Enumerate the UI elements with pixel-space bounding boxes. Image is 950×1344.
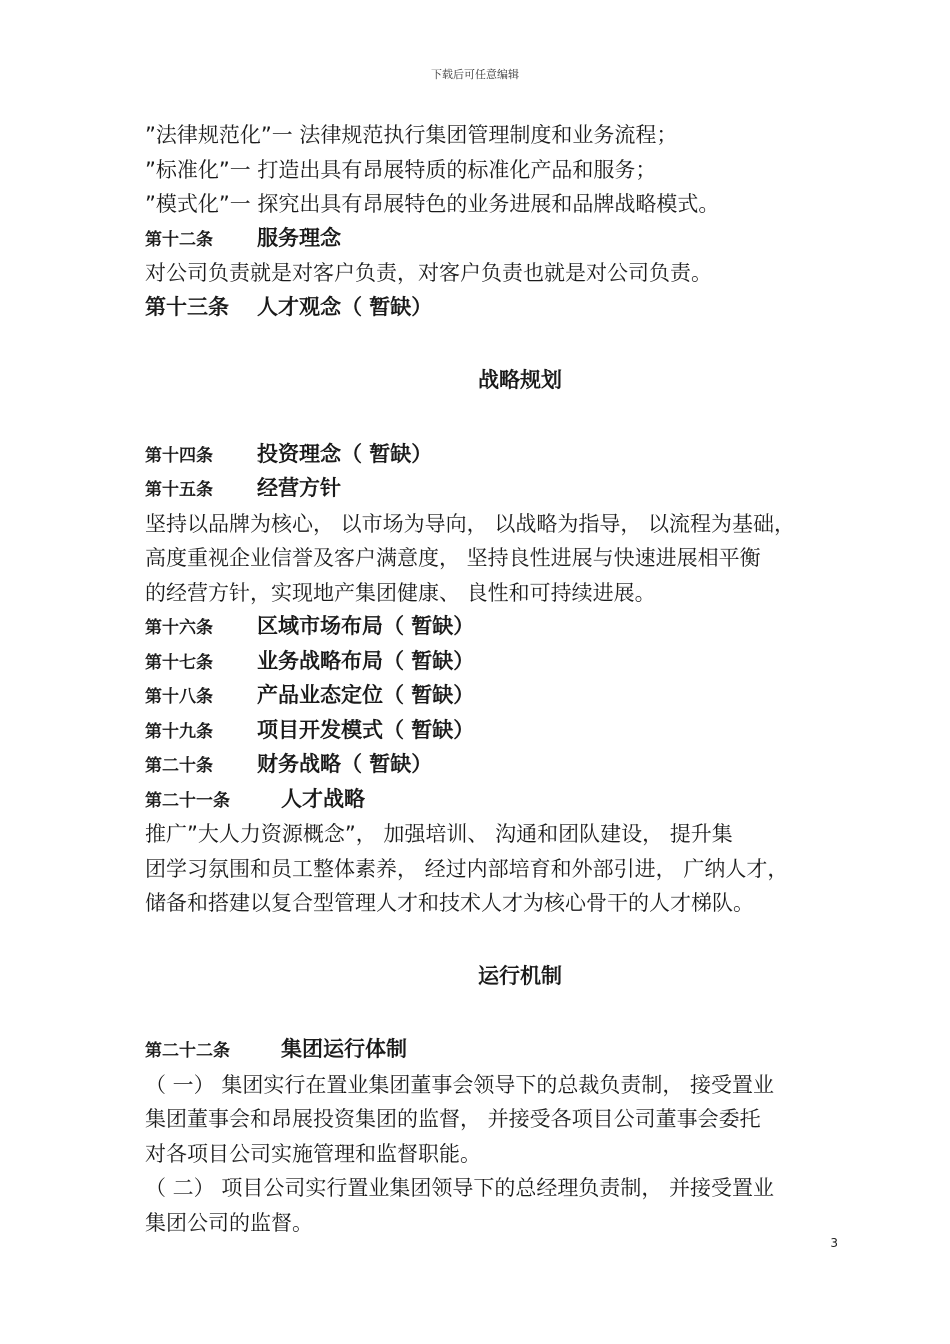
article-20-heading — [145, 748, 845, 783]
article-21-heading — [145, 783, 845, 818]
article-16-heading — [145, 610, 845, 645]
article-title: 项目开发模式（ 暂缺） — [257, 717, 475, 742]
article-title: 集团运行体制 — [281, 1037, 407, 1061]
text-line: 团学习氛围和员工整体素养， 经过内部培育和外部引进， 广纳人才， — [145, 856, 789, 881]
article-number: 第十八条 — [145, 687, 213, 707]
page-header: 下载后可任意编辑 — [431, 68, 519, 81]
article-14-heading — [145, 438, 845, 473]
text-line: 对各项目公司实施管理和监督职能。 — [145, 1141, 481, 1166]
text-line: ”模式化”一 探究出具有昂展特色的业务进展和品牌战略模式。 — [145, 192, 720, 216]
article-number: 第二十二条 — [145, 1041, 230, 1061]
article-15-heading — [145, 472, 845, 507]
article-number: 第十四条 — [145, 445, 213, 466]
text-line: 推广”大人力资源概念”， 加强培训、 沟通和团队建设， 提升集 — [145, 822, 733, 846]
text-line: 集团公司的监督。 — [145, 1210, 313, 1235]
article-17-heading — [145, 645, 845, 680]
text-line: （ 一） 集团实行在置业集团董事会领导下的总裁负责制， 接受置业 — [145, 1072, 775, 1097]
article-title: 服务理念 — [257, 225, 341, 250]
text-line: ”标准化”一 打造出具有昂展特质的标准化产品和服务； — [145, 157, 657, 182]
article-18-heading — [145, 679, 845, 714]
section-heading: 运行机制 — [478, 963, 562, 988]
article-title: 人才观念（ 暂缺） — [257, 294, 433, 319]
section-heading: 战略规划 — [478, 368, 562, 392]
text-line: 高度重视企业信誉及客户满意度， 坚持良性进展与快速进展相平衡 — [145, 546, 761, 570]
text-line: 的经营方针，实现地产集团健康、 良性和可持续进展。 — [145, 580, 656, 605]
article-title: 投资理念（ 暂缺） — [257, 441, 433, 466]
article-number: 第十九条 — [145, 721, 213, 742]
article-number: 第十五条 — [145, 480, 213, 500]
article-number: 第十二条 — [145, 229, 213, 250]
article-title: 产品业态定位（ 暂缺） — [257, 683, 475, 707]
text-line: 储备和搭建以复合型管理人才和技术人才为核心骨干的人才梯队。 — [145, 891, 754, 915]
text-line: 坚持以品牌为核心， 以市场为导向， 以战略为指导， 以流程为基础， — [145, 511, 796, 536]
article-19-heading — [145, 714, 845, 749]
text-line: 对公司负责就是对客户负责，对客户负责也就是对公司负责。 — [145, 261, 712, 285]
article-13-heading — [145, 291, 845, 326]
article-title: 财务战略（ 暂缺） — [257, 752, 433, 776]
article-22-heading — [145, 1033, 845, 1068]
article-number: 第二十一条 — [145, 790, 230, 811]
text-line: （ 二） 项目公司实行置业集团领导下的总经理负责制， 并接受置业 — [145, 1176, 775, 1200]
article-title: 经营方针 — [257, 476, 341, 500]
text-line: ”法律规范化”一 法律规范执行集团管理制度和业务流程； — [145, 123, 678, 147]
article-12-heading — [145, 222, 845, 257]
document-body — [145, 118, 845, 1240]
article-title: 人才战略 — [281, 786, 365, 811]
article-number: 第十三条 — [145, 294, 229, 319]
article-number: 第十七条 — [145, 652, 213, 673]
article-title: 业务战略布局（ 暂缺） — [257, 648, 475, 673]
article-number: 第二十条 — [145, 756, 213, 776]
article-title: 区域市场布局（ 暂缺） — [257, 614, 475, 638]
article-number: 第十六条 — [145, 618, 213, 638]
page-number: 3 — [830, 1236, 838, 1250]
text-line: 集团董事会和昂展投资集团的监督， 并接受各项目公司董事会委托 — [145, 1107, 761, 1131]
